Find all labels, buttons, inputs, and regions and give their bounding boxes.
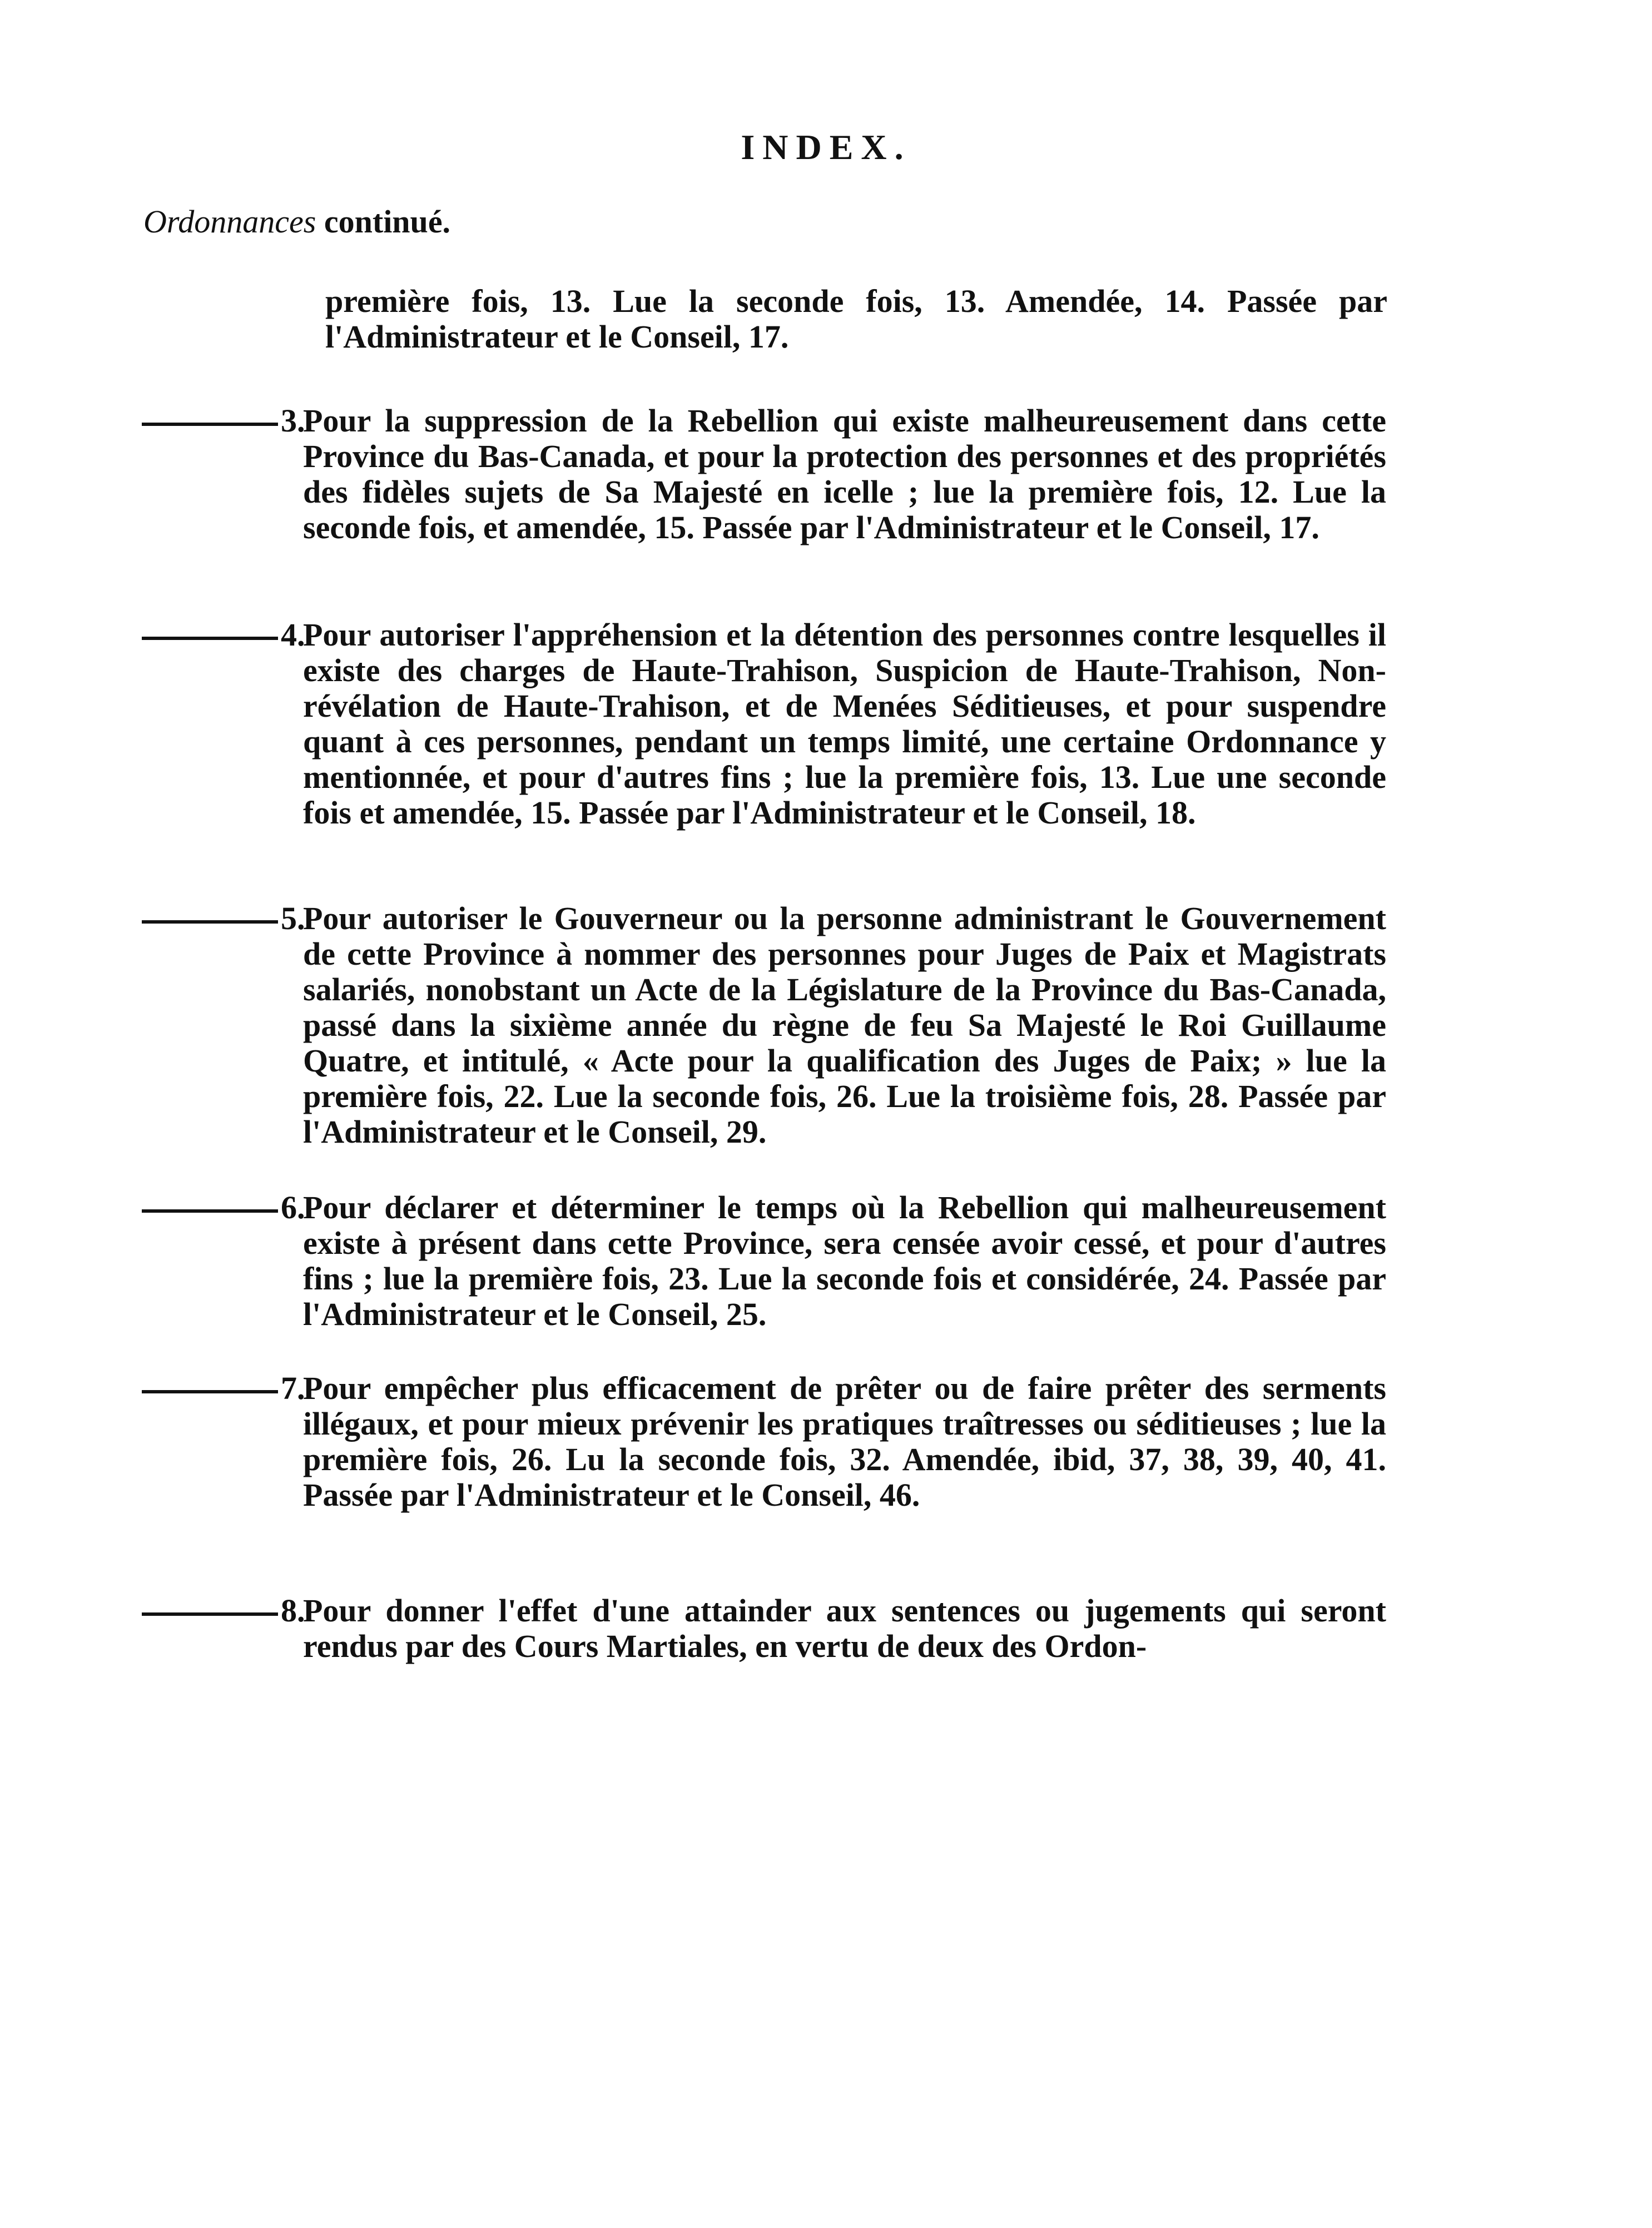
- entry-dash: [142, 1390, 278, 1393]
- index-entry: [281, 1592, 1386, 1664]
- entry-number: 6.: [281, 1189, 305, 1225]
- section-continued-heading: [143, 203, 450, 240]
- index-entry: [281, 617, 1386, 831]
- entry-dash: [142, 423, 278, 426]
- entry-dash: [142, 1612, 278, 1616]
- entry-dash: [142, 920, 278, 924]
- entry-text: Pour autoriser l'appréhension et la détention des personnes contre lesquelles il existe des charges de Haute-Trahison, Suspicion de Haute-Trahison, Non-révélation de Haute-Trahison, et de Menées Séditieuses, et pour suspendre quant à ces personnes, pendant un temps limité, une certaine Ordonnance y mentionnée, et pour d'autres fins ; lue la première fois, 13. Lue une seconde fois et amendée, 15. Passée par l'Administrateur et le Conseil, 18.: [303, 617, 1386, 831]
- entry-number: 8.: [281, 1592, 305, 1629]
- index-entry: [281, 403, 1386, 545]
- section-name: Ordonnances: [143, 204, 316, 240]
- entry-number: 3.: [281, 403, 305, 439]
- entry-text: Pour déclarer et déterminer le temps où la Rebellion qui malheureusement existe à présent dans cette Province, sera censée avoir cessé, et pour d'autres fins ; lue la première fois, 23. Lue la seconde fois et considérée, 24. Passée par l'Administrateur et le Conseil, 25.: [303, 1189, 1386, 1332]
- entry-text: Pour donner l'effet d'une attainder aux sentences ou jugements qui seront rendus par des Cours Martiales, en vertu de deux des Ordon-: [303, 1592, 1386, 1664]
- continued-label: continué.: [324, 204, 451, 240]
- index-entry: [281, 1189, 1386, 1332]
- entry-text: première fois, 13. Lue la seconde fois, 13. Amendée, 14. Passée par l'Administrateur et le Conseil, 17.: [325, 283, 1387, 355]
- entry-dash: [142, 1209, 278, 1213]
- entry-number: 5.: [281, 900, 305, 936]
- entry-text: Pour empêcher plus efficacement de prêter ou de faire prêter des serments illégaux, et pour mieux prévenir les pratiques traîtresses ou séditieuses ; lue la première fois, 26. Lu la seconde fois, 32. Amendée, ibid, 37, 38, 39, 40, 41. Passée par l'Administrateur et le Conseil, 46.: [303, 1370, 1386, 1513]
- entry-text: Pour autoriser le Gouverneur ou la personne administrant le Gouvernement de cette Province à nommer des personnes pour Juges de Paix et Magistrats salariés, nonobstant un Acte de la Législature de la Province du Bas-Canada, passé dans la sixième année du règne de feu Sa Majesté le Roi Guillaume Quatre, et intitulé, « Acte pour la qualification des Juges de Paix; » lue la première fois, 22. Lue la seconde fois, 26. Lue la troisième fois, 28. Passée par l'Administrateur et le Conseil, 29.: [303, 900, 1386, 1150]
- entry-number: 7.: [281, 1370, 305, 1406]
- index-entry: [325, 284, 1387, 355]
- entry-text: Pour la suppression de la Rebellion qui existe malheureusement dans cette Province du Bas-Canada, et pour la protection des personnes et des propriétés des fidèles sujets de Sa Majesté en icelle ; lue la première fois, 12. Lue la seconde fois, et amendée, 15. Passée par l'Administrateur et le Conseil, 17.: [303, 403, 1386, 545]
- index-entry: [281, 900, 1386, 1150]
- page-title: INDEX.: [741, 127, 911, 167]
- entry-number: 4.: [281, 617, 305, 653]
- index-entry: [281, 1370, 1386, 1513]
- entry-dash: [142, 637, 278, 640]
